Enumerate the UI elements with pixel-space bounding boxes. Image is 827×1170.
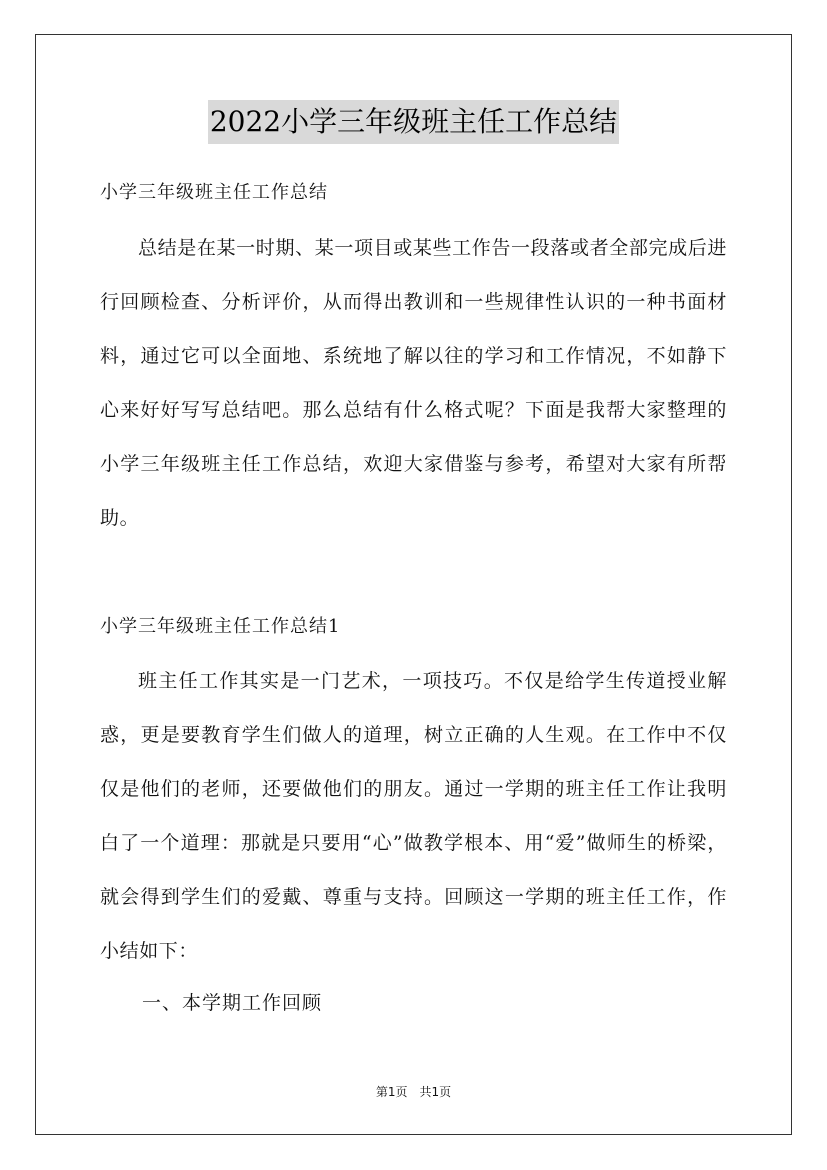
section1-heading: 小学三年级班主任工作总结1 bbox=[100, 616, 341, 637]
document-title: 2022小学三年级班主任工作总结 bbox=[208, 100, 619, 144]
page-footer bbox=[0, 1084, 827, 1100]
intro-heading: 小学三年级班主任工作总结 bbox=[100, 182, 328, 203]
page-current-label: 第1页 bbox=[375, 1085, 408, 1099]
title-container bbox=[0, 100, 827, 144]
page-total-label: 共1页 bbox=[419, 1085, 452, 1099]
section1-paragraph: 班主任工作其实是一门艺术，一项技巧。不仅是给学生传道授业解惑，更是要教育学生们做人的道理，树立正确的人生观。在工作中不仅仅是他们的老师，还要做他们的朋友。通过一学期的班主任工作让我明白了一个道理：那就是只要用“心”做教学根本、用“爱”做师生的桥梁，就会得到学生们的爱戴、尊重与支持。回顾这一学期的班主任工作，作小结如下： bbox=[100, 670, 727, 962]
subheading-work-review: 一、本学期工作回顾 bbox=[142, 992, 323, 1014]
intro-paragraph: 总结是在某一时期、某一项目或某些工作告一段落或者全部完成后进行回顾检查、分析评价，从而得出教训和一些规律性认识的一种书面材料，通过它可以全面地、系统地了解以往的学习和工作情况，不如静下心来好好写写总结吧。那么总结有什么格式呢？下面是我帮大家整理的小学三年级班主任工作总结，欢迎大家借鉴与参考，希望对大家有所帮助。 bbox=[100, 237, 727, 529]
